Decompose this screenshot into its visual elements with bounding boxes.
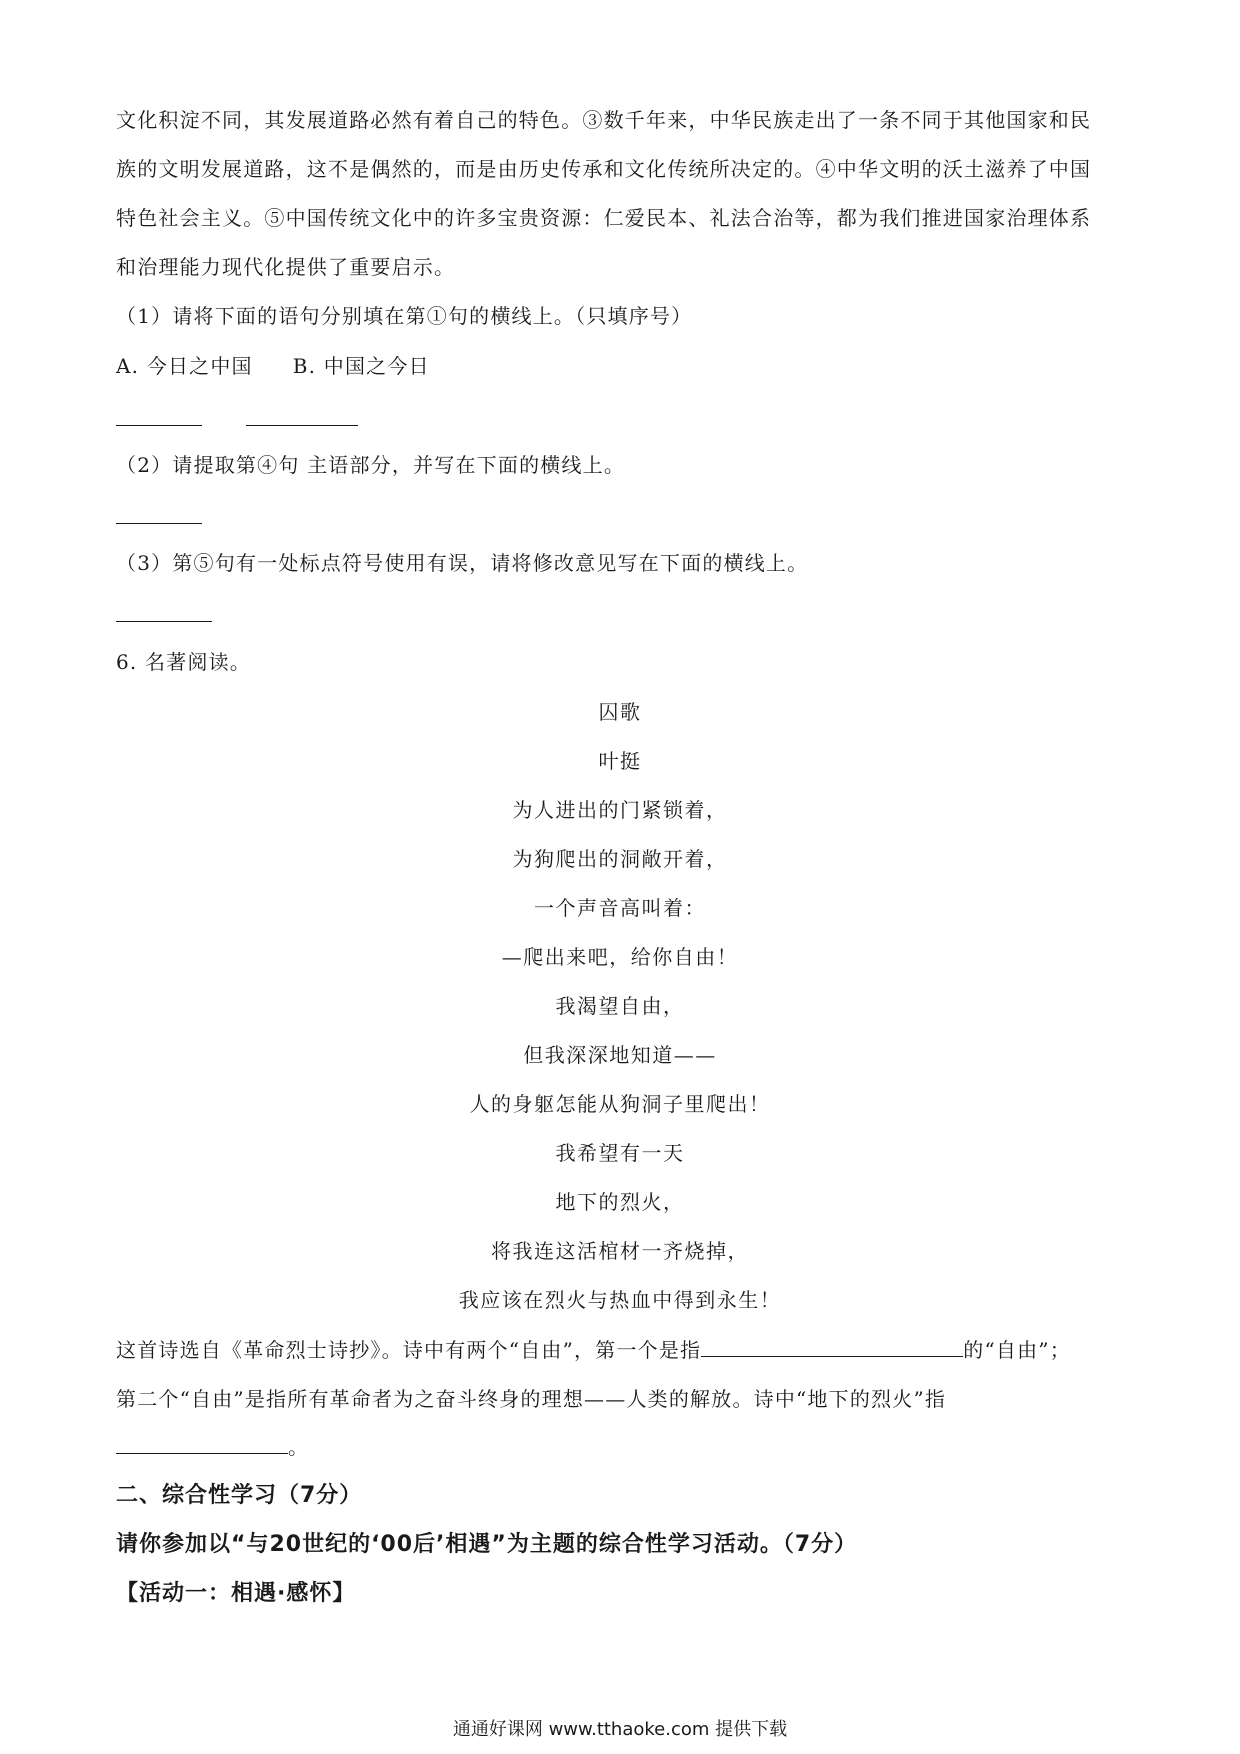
option-b: B. 中国之今日 — [292, 354, 430, 378]
page-footer: 通通好课网 www.tthaoke.com 提供下载 — [452, 1719, 788, 1740]
question-6-part-1: 这首诗选自《革命烈士诗抄》。诗中有两个“自由”，第一个是指 — [116, 1338, 702, 1362]
poem-line: 我渴望自由， — [555, 994, 685, 1018]
poem-line: 人的身躯怎能从狗洞子里爬出！ — [469, 1092, 771, 1116]
passage-line-1: 文化积淀不同，其发展道路必然有着自己的特色。③数千年来，中华民族走出了一条不同于其他国家和民 — [116, 108, 1092, 132]
section-2-heading: 二、综合性学习（7分） — [116, 1483, 363, 1508]
section-2-intro: 请你参加以“与20世纪的‘00后’相遇”为主题的综合性学习活动。（7分） — [116, 1532, 858, 1557]
question-6-text-line-2: 第二个“自由”是指所有革命者为之奋斗终身的理想——人类的解放。诗中“地下的烈火”指 — [116, 1387, 947, 1411]
option-a: A. 今日之中国 — [116, 354, 253, 378]
question-6-part-2: 的“自由”； — [963, 1338, 1071, 1362]
poem-line: 我希望有一天 — [555, 1141, 685, 1165]
question-3-prompt: （3）第⑤句有一处标点符号使用有误，请将修改意见写在下面的横线上。 — [116, 551, 809, 575]
question-1-prompt: （1）请将下面的语句分别填在第①句的横线上。（只填序号） — [116, 304, 693, 328]
question-6-end: 。 — [288, 1435, 310, 1459]
answer-blank-3[interactable] — [116, 621, 212, 622]
poem-line: 我应该在烈火与热血中得到永生！ — [458, 1288, 782, 1312]
poem-author: 叶挺 — [598, 749, 642, 773]
poem-line: 地下的烈火， — [555, 1190, 685, 1214]
question-6-heading: 6. 名著阅读。 — [116, 650, 252, 674]
question-6-text-line-3 — [116, 1433, 309, 1461]
answer-blank-1a[interactable] — [116, 425, 202, 426]
poem-line: 为狗爬出的洞敞开着， — [512, 847, 728, 871]
poem-line: 但我深深地知道—— — [523, 1043, 717, 1067]
poem-line: 将我连这活棺材一齐烧掉， — [491, 1239, 749, 1263]
poem-line: —爬出来吧，给你自由！ — [501, 945, 739, 969]
answer-blank-6b[interactable] — [116, 1435, 288, 1454]
poem-title: 囚歌 — [598, 700, 642, 724]
question-1-options — [116, 352, 430, 380]
passage-line-4: 和治理能力现代化提供了重要启示。 — [116, 255, 456, 279]
poem-line: 为人进出的门紧锁着， — [512, 798, 728, 822]
passage-line-2: 族的文明发展道路，这不是偶然的，而是由历史传承和文化传统所决定的。④中华文明的沃土滋养了中国 — [116, 157, 1092, 181]
answer-blank-6a[interactable] — [701, 1338, 963, 1357]
activity-1-heading: 【活动一：相遇·感怀】 — [116, 1581, 356, 1606]
question-6-text-line-1 — [116, 1336, 1071, 1364]
poem-line: 一个声音高叫着： — [534, 896, 706, 920]
answer-blank-2[interactable] — [116, 523, 202, 524]
answer-blank-1b[interactable] — [246, 425, 358, 426]
question-2-prompt: （2）请提取第④句 主语部分，并写在下面的横线上。 — [116, 453, 626, 477]
passage-line-3: 特色社会主义。⑤中国传统文化中的许多宝贵资源：仁爱民本、礼法合治等，都为我们推进国家治理体系 — [116, 206, 1092, 230]
